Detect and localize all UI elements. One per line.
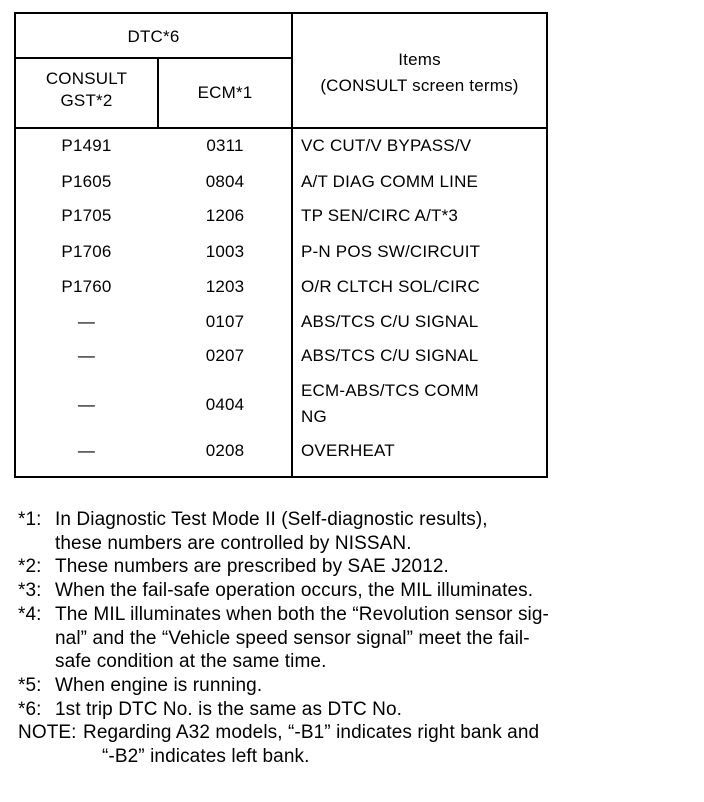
item-term: ECM-ABS/TCS COMM [301, 381, 479, 400]
divider-dtc-group [16, 57, 291, 59]
header-ecm: ECM*1 [197, 83, 253, 102]
footnote-1 [18, 508, 698, 555]
ecm-code: 1203 [205, 277, 245, 296]
ecm-code: 0208 [205, 441, 245, 460]
header-consult-gst-line1: CONSULT [45, 69, 128, 88]
item-term: TP SEN/CIRC A/T*3 [301, 206, 459, 225]
item-term: VC CUT/V BYPASS/V [301, 136, 472, 155]
ecm-code: 1003 [205, 242, 245, 261]
ecm-code: 0804 [205, 172, 245, 191]
item-term: ABS/TCS C/U SIGNAL [301, 346, 479, 365]
footnote-text: safe condition at the same time. [55, 651, 327, 673]
item-term: A/T DIAG COMM LINE [301, 172, 479, 191]
footnote-text: These numbers are prescribed by SAE J2012. [55, 556, 449, 578]
item-term: P-N POS SW/CIRCUIT [301, 242, 481, 261]
consult-code: P1760 [61, 277, 112, 296]
footnote-3 [18, 579, 698, 603]
ecm-code: 0311 [206, 136, 244, 155]
footnote-2 [18, 555, 698, 579]
footnote-marker: *4: [18, 603, 42, 625]
consult-code: — [77, 395, 96, 414]
consult-code: — [77, 312, 96, 331]
item-term: ABS/TCS C/U SIGNAL [301, 312, 479, 331]
header-items-line2: (CONSULT screen terms) [320, 76, 519, 95]
consult-code: P1705 [61, 206, 112, 225]
consult-code: — [77, 346, 96, 365]
footnote-marker: *3: [18, 580, 42, 602]
dtc-table [14, 12, 548, 478]
note-marker: NOTE: [18, 722, 77, 744]
ecm-code: 1206 [205, 206, 245, 225]
footnote-6 [18, 698, 698, 722]
item-term: OVERHEAT [301, 441, 395, 460]
ecm-code: 0207 [205, 346, 245, 365]
header-dtc: DTC*6 [127, 27, 180, 46]
footnote-text: nal” and the “Vehicle speed sensor signal” meet the fail- [55, 627, 530, 649]
footnote-marker: *2: [18, 556, 42, 578]
divider-header-body [16, 127, 546, 129]
consult-code: P1605 [61, 172, 112, 191]
footnote-text: When engine is running. [55, 674, 263, 696]
footnote-text: 1st trip DTC No. is the same as DTC No. [55, 698, 403, 720]
footnote-marker: *6: [18, 698, 42, 720]
footnote-text: these numbers are controlled by NISSAN. [55, 532, 412, 554]
footnote-text: The MIL illuminates when both the “Revolution sensor sig- [55, 603, 549, 625]
item-term: O/R CLTCH SOL/CIRC [301, 277, 480, 296]
header-items-line1: Items [398, 50, 441, 69]
item-term-continued: NG [301, 407, 327, 426]
footnote-marker: *5: [18, 674, 42, 696]
ecm-code: 0107 [205, 312, 245, 331]
consult-code: P1491 [61, 136, 112, 155]
footnote-marker: *1: [18, 509, 42, 530]
footnote-5 [18, 674, 698, 698]
footnote-text: In Diagnostic Test Mode II (Self-diagnostic results), [55, 509, 488, 530]
ecm-code: 0404 [205, 395, 245, 414]
note-text: “-B2” indicates left bank. [102, 746, 310, 768]
note-text: Regarding A32 models, “-B1” indicates right bank and [83, 722, 540, 744]
consult-code: — [77, 441, 96, 460]
consult-code: P1706 [61, 242, 112, 261]
header-consult-gst-line2: GST*2 [60, 91, 113, 110]
footnotes [18, 508, 698, 769]
footnote-text: When the fail-safe operation occurs, the MIL illuminates. [55, 580, 534, 602]
note [18, 721, 698, 768]
footnote-4 [18, 603, 698, 674]
